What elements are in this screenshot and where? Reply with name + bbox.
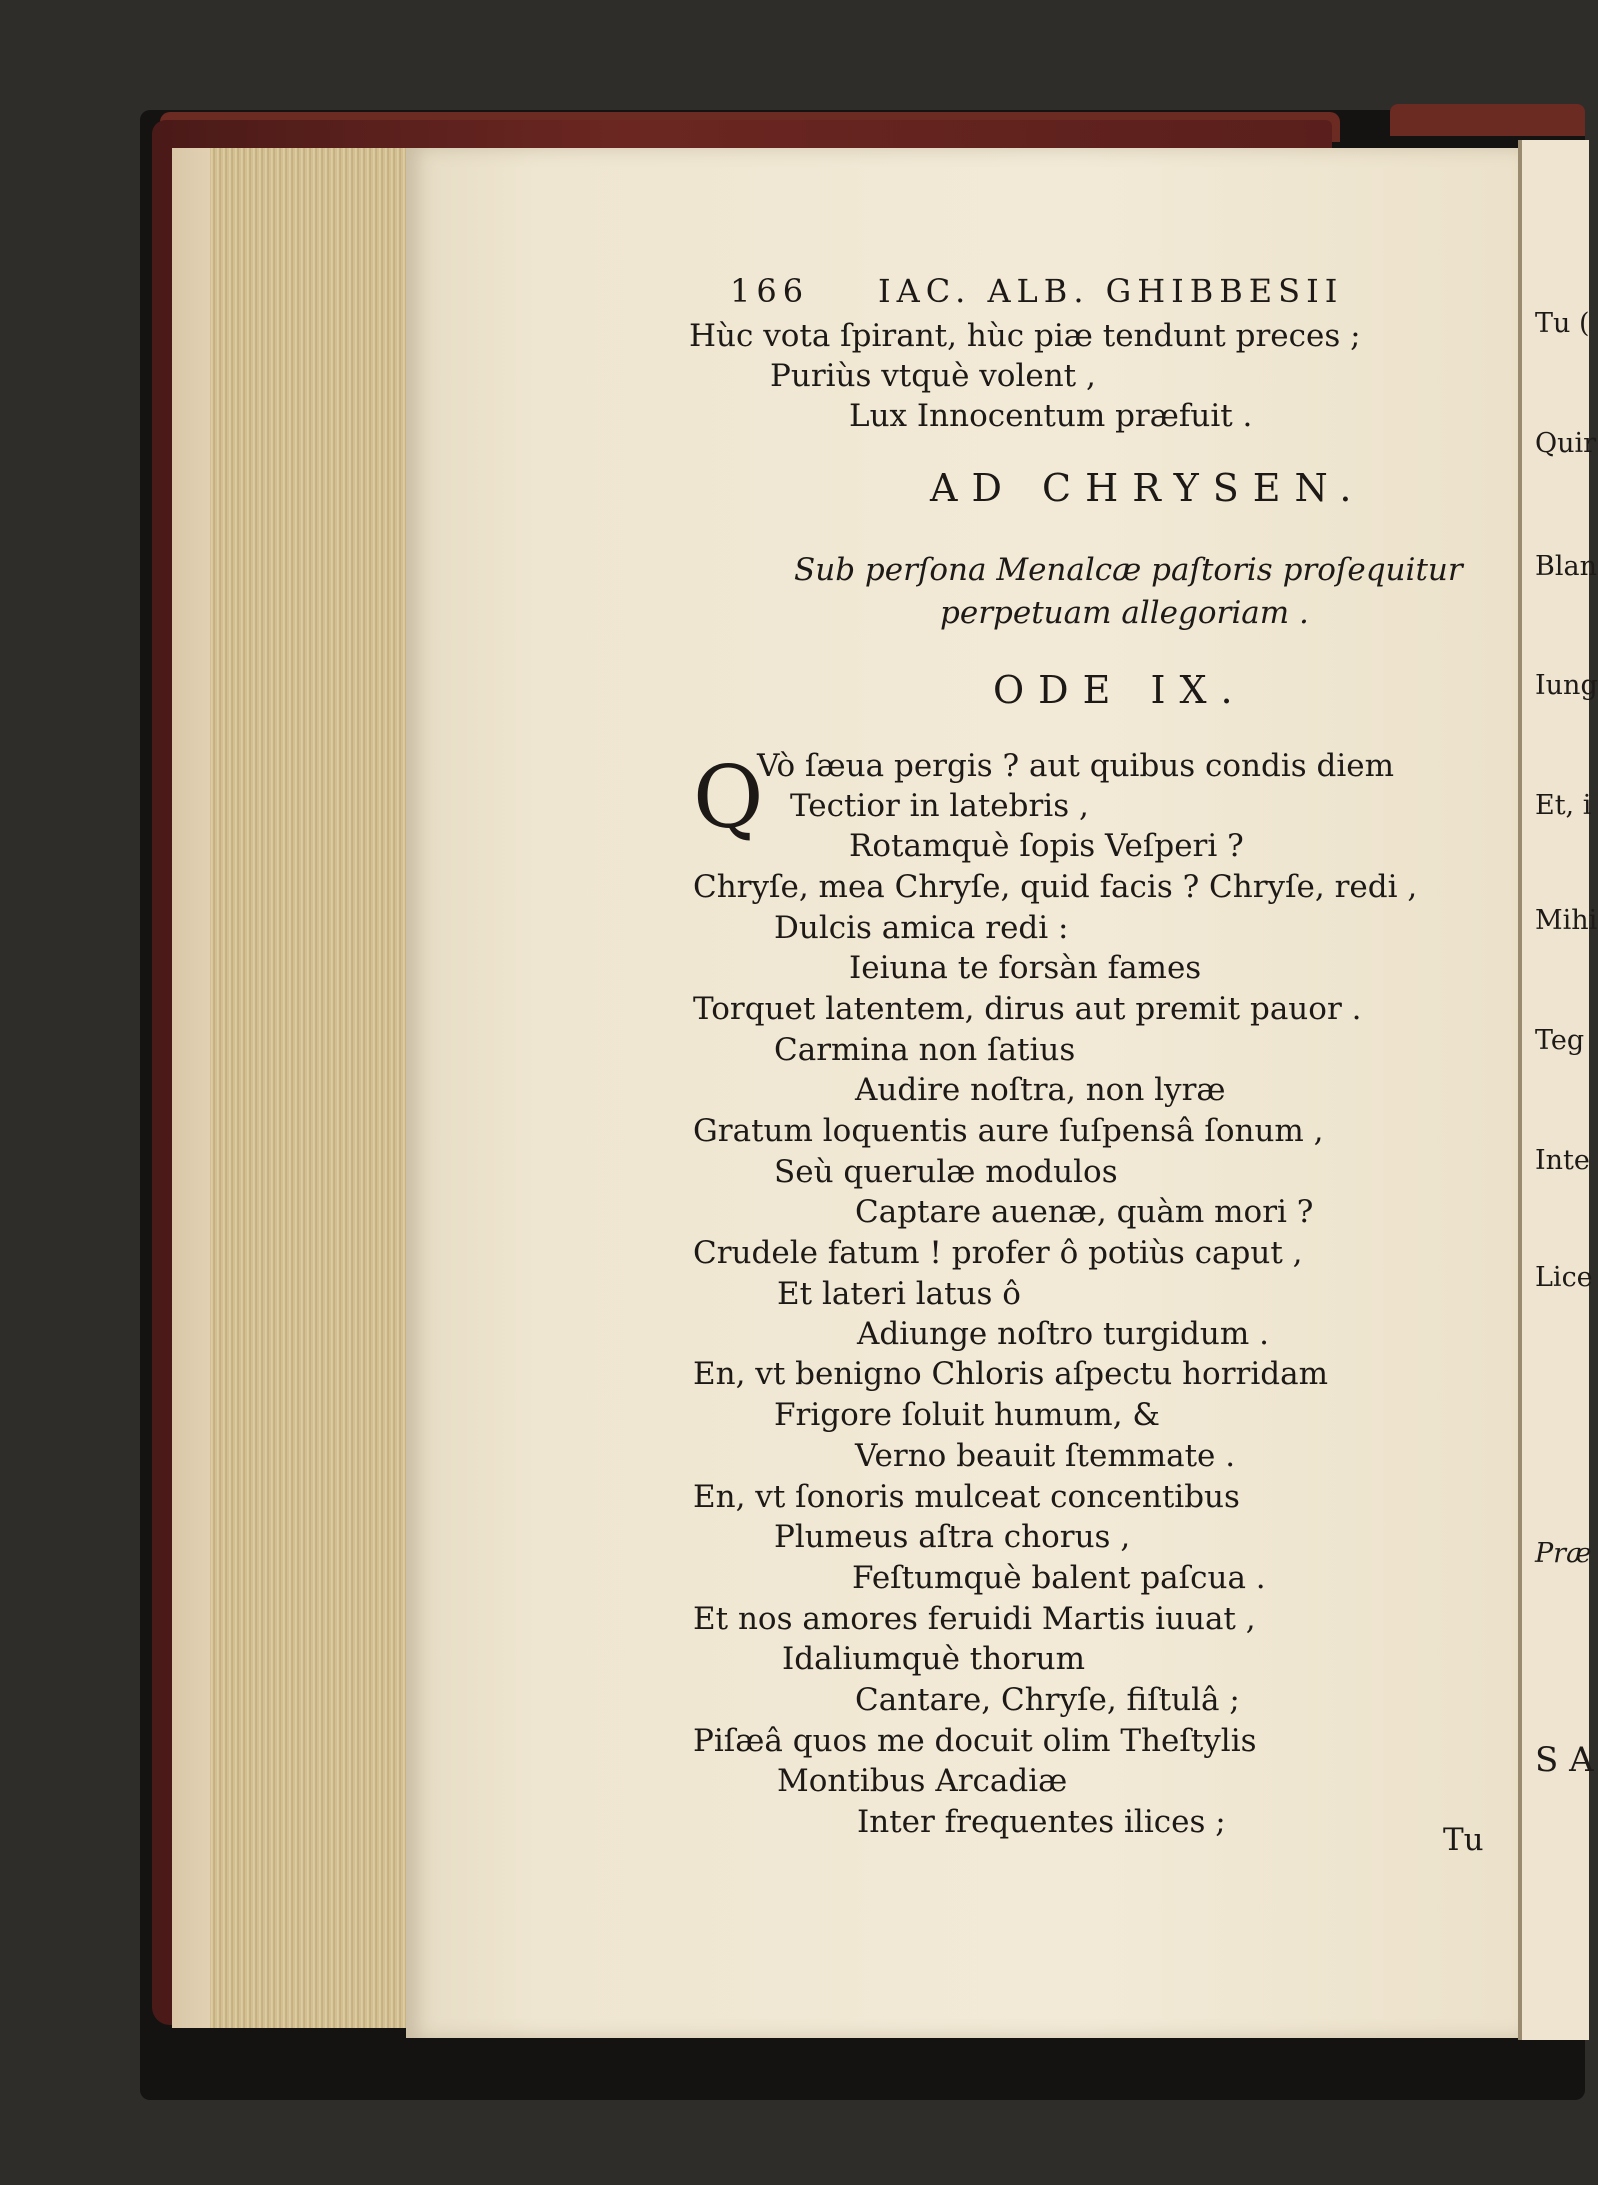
ode-line: Idaliumquè thorum: [782, 1641, 1086, 1677]
ode-line: Vò ſæua pergis ? aut quibus condis diem: [757, 748, 1395, 784]
facing-page-fragment: Iung: [1535, 670, 1598, 701]
argument-line: Sub perſona Menalcæ paſtoris proſequitur: [794, 552, 1463, 588]
ode-line: Carmina non ſatius: [774, 1032, 1076, 1068]
ode-line: Ieiuna te forsàn fames: [849, 950, 1202, 986]
facing-page-fragment: Teg: [1535, 1025, 1585, 1056]
ode-line: Torquet latentem, dirus aut premit pauor .: [693, 991, 1362, 1027]
page-edges: [210, 148, 413, 2028]
ode-line: Gratum loquentis aure ſuſpensâ ſonum ,: [693, 1113, 1324, 1149]
facing-page-fragment: Inte: [1535, 1145, 1590, 1176]
ode-heading: ODE IX.: [993, 668, 1247, 712]
ode-line: Montibus Arcadiæ: [777, 1763, 1068, 1799]
ode-line: Tectior in latebris ,: [790, 788, 1089, 824]
opening-line: Puriùs vtquè volent ,: [770, 358, 1096, 394]
running-title: IAC. ALB. GHIBBESII: [878, 272, 1344, 310]
opening-line: Lux Innocentum præfuit .: [849, 398, 1253, 434]
ode-line: Et nos amores feruidi Martis iuuat ,: [693, 1601, 1256, 1637]
facing-page-fragment: S A: [1535, 1740, 1594, 1780]
ode-line: Piſæâ quos me docuit olim Theſtylis: [693, 1723, 1257, 1759]
ode-line: Dulcis amica redi :: [774, 910, 1069, 946]
facing-page-fragment: Tu (: [1535, 308, 1590, 339]
ode-line: Rotamquè ſopis Veſperi ?: [849, 828, 1244, 864]
facing-page-fragment: Blan: [1535, 551, 1597, 582]
ode-line: Feſtumquè balent paſcua .: [852, 1560, 1266, 1596]
ode-line: Et lateri latus ô: [777, 1276, 1021, 1312]
ode-line: En, vt ſonoris mulceat concentibus: [693, 1479, 1240, 1515]
ode-line: Seù querulæ modulos: [774, 1154, 1118, 1190]
page-number: 166: [730, 272, 810, 310]
ode-line: Audire noſtra, non lyræ: [855, 1072, 1226, 1108]
ode-line: Captare auenæ, quàm mori ?: [855, 1194, 1314, 1230]
opening-line: Hùc vota ſpirant, hùc piæ tendunt preces ;: [689, 318, 1361, 354]
ode-line: Cantare, Chryſe, fiſtulâ ;: [855, 1682, 1240, 1718]
ode-line: Frigore ſoluit humum, &: [774, 1397, 1161, 1433]
ode-line: Adiunge noſtro turgidum .: [857, 1316, 1269, 1352]
ode-line: Inter frequentes ilices ;: [857, 1804, 1226, 1840]
ode-line: En, vt benigno Chloris aſpectu horridam: [693, 1356, 1328, 1392]
ode-line: Verno beauit ſtemmate .: [855, 1438, 1236, 1474]
facing-page-fragment: Et, i: [1535, 790, 1592, 821]
ode-line: Chryſe, mea Chryſe, quid facis ? Chryſe, redi ,: [693, 869, 1418, 905]
facing-page-fragment: Mihi: [1535, 905, 1598, 936]
drop-cap: Q: [693, 748, 764, 848]
ode-line: Crudele fatum ! profer ô potiùs caput ,: [693, 1235, 1303, 1271]
ode-line: Plumeus aſtra chorus ,: [774, 1519, 1131, 1555]
facing-page-fragment: Lice: [1535, 1262, 1593, 1293]
argument-line: perpetuam allegoriam .: [940, 595, 1309, 631]
poem-heading: AD CHRYSEN.: [930, 466, 1366, 510]
facing-page-fragment: Præ: [1535, 1538, 1592, 1569]
facing-page-fragment: Quir: [1535, 428, 1597, 459]
facing-cover-top: [1390, 104, 1585, 136]
catchword: Tu: [1443, 1822, 1484, 1858]
